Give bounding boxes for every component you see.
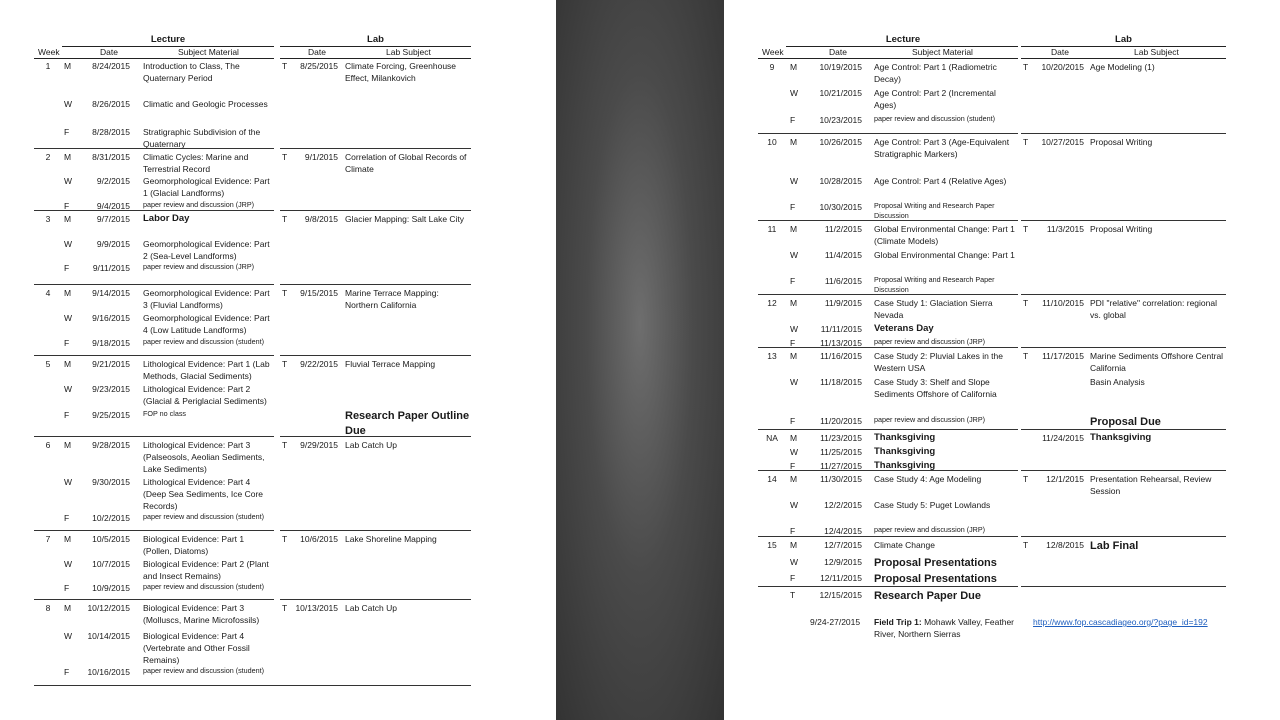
- week-separator: [34, 530, 274, 531]
- schedule-page-right: [724, 0, 1280, 720]
- day-of-week: W: [64, 384, 73, 394]
- lab-date: 9/8/2015: [304, 214, 338, 224]
- lab-day: T: [1023, 224, 1029, 234]
- lecture-subject: Geomorphological Evidence: Part 1 (Glacial Landforms): [143, 176, 270, 198]
- lecture-subject: paper review and discussion (student): [143, 337, 265, 346]
- lecture-date: 11/2/2015: [824, 224, 862, 234]
- day-of-week: F: [64, 583, 70, 593]
- lecture-subject: paper review and discussion (JRP): [874, 415, 986, 424]
- lecture-date: 11/16/2015: [820, 351, 862, 361]
- lecture-subject: Proposal Writing and Research Paper Discussion: [874, 275, 995, 294]
- lab-subject-column-header: Lab Subject: [1134, 47, 1179, 57]
- lab-subject: Correlation of Global Records of Climate: [345, 152, 467, 174]
- lab-subject: Presentation Rehearsal, Review Session: [1090, 474, 1212, 496]
- lab-week-separator: [1021, 294, 1226, 295]
- lecture-header: Lecture: [885, 34, 921, 45]
- day-of-week: F: [64, 667, 70, 677]
- lecture-subject: Case Study 4: Age Modeling: [874, 474, 982, 484]
- lecture-subject: Thanksgiving: [874, 446, 936, 457]
- day-of-week: W: [64, 477, 73, 487]
- lab-week-separator: [1021, 133, 1226, 134]
- day-of-week: M: [790, 433, 798, 443]
- table-bottom-rule: [34, 685, 471, 686]
- lecture-date: 11/13/2015: [820, 338, 862, 348]
- lab-date: 9/29/2015: [300, 440, 338, 450]
- lecture-date: 10/28/2015: [819, 176, 862, 186]
- lecture-subject: Thanksgiving: [874, 432, 936, 443]
- date-column-header: Date: [829, 47, 847, 57]
- lab-subject: Lake Shoreline Mapping: [345, 534, 437, 544]
- lecture-subject: Research Paper Due: [874, 590, 981, 602]
- lecture-header: Lecture: [150, 34, 186, 45]
- week-number: 12: [767, 298, 777, 308]
- lab-subject: Fluvial Terrace Mapping: [345, 359, 436, 369]
- week-number: 6: [45, 440, 51, 450]
- lab-subject: Basin Analysis: [1090, 377, 1145, 387]
- week-separator: [758, 470, 1018, 471]
- lecture-subject: Lithological Evidence: Part 3 (Palseosols, Aeolian Sediments, Lake Sediments): [143, 440, 265, 474]
- week-number: 2: [45, 152, 51, 162]
- lab-date: 9/1/2015: [304, 152, 338, 162]
- lecture-date: 10/21/2015: [819, 88, 862, 98]
- week-separator: [758, 294, 1018, 295]
- column-header-rule: [34, 58, 274, 59]
- day-of-week: F: [790, 202, 796, 212]
- lab-date: 10/20/2015: [1041, 62, 1084, 72]
- week-column-header: Week: [762, 47, 784, 57]
- lab-date: 10/27/2015: [1041, 137, 1084, 147]
- lecture-subject: Geomorphological Evidence: Part 2 (Sea-Level Landforms): [143, 239, 270, 261]
- lecture-subject: paper review and discussion (JRP): [143, 200, 255, 209]
- lecture-header-rule: [786, 46, 1018, 47]
- lecture-subject: Geomorphological Evidence: Part 3 (Fluvial Landforms): [143, 288, 270, 310]
- week-separator: [758, 133, 1018, 134]
- day-of-week: F: [64, 263, 70, 273]
- lecture-date: 12/11/2015: [820, 573, 862, 583]
- day-of-week: F: [64, 338, 70, 348]
- week-number: 5: [45, 359, 51, 369]
- lecture-subject: Biological Evidence: Part 3 (Molluscs, Marine Microfossils): [143, 603, 260, 625]
- lecture-date: 9/7/2015: [96, 214, 130, 224]
- day-of-week: M: [790, 224, 798, 234]
- day-of-week: M: [64, 152, 72, 162]
- lecture-subject: Lithological Evidence: Part 4 (Deep Sea Sediments, Ice Core Records): [143, 477, 264, 511]
- lab-week-separator: [1021, 586, 1226, 587]
- week-separator: [34, 148, 274, 149]
- lab-week-separator: [1021, 220, 1226, 221]
- week-number: 14: [767, 474, 777, 484]
- lecture-subject: paper review and discussion (JRP): [874, 525, 986, 534]
- lab-subject: Age Modeling (1): [1090, 62, 1155, 72]
- lab-day: T: [282, 61, 288, 71]
- lab-date: 10/6/2015: [300, 534, 338, 544]
- lecture-date: 10/30/2015: [819, 202, 862, 212]
- lab-date: 9/22/2015: [300, 359, 338, 369]
- day-of-week: F: [790, 338, 796, 348]
- lecture-date: 12/2/2015: [824, 500, 862, 510]
- subject-column-header: Subject Material: [178, 47, 239, 57]
- lecture-date: 11/27/2015: [820, 461, 862, 471]
- lab-subject: PDI "relative" correlation: regional vs. global: [1090, 298, 1217, 320]
- lecture-date: 11/30/2015: [820, 474, 862, 484]
- lab-date: 9/15/2015: [300, 288, 338, 298]
- lecture-date: 10/16/2015: [87, 667, 130, 677]
- week-number: NA: [766, 433, 778, 443]
- week-separator: [34, 436, 274, 437]
- lecture-date: 11/4/2015: [824, 250, 862, 260]
- day-of-week: F: [64, 410, 70, 420]
- lecture-date: 12/15/2015: [819, 590, 862, 600]
- lecture-subject: Thanksgiving: [874, 460, 936, 471]
- lecture-date: 9/14/2015: [92, 288, 130, 298]
- day-of-week: F: [790, 526, 796, 536]
- day-of-week: W: [790, 250, 799, 260]
- lecture-date: 9/11/2015: [92, 263, 130, 273]
- lecture-subject: paper review and discussion (JRP): [874, 337, 986, 346]
- day-of-week: W: [790, 557, 799, 567]
- lecture-date: 11/9/2015: [824, 298, 862, 308]
- lab-week-separator: [280, 599, 471, 600]
- lecture-subject: Age Control: Part 4 (Relative Ages): [874, 176, 1007, 186]
- lecture-subject: Case Study 1: Glaciation Sierra Nevada: [874, 298, 993, 320]
- lecture-date: 11/25/2015: [820, 447, 862, 457]
- day-of-week: W: [64, 176, 73, 186]
- week-separator: [34, 599, 274, 600]
- lecture-subject: Labor Day: [143, 213, 190, 224]
- day-of-week: M: [790, 351, 798, 361]
- day-of-week: F: [790, 276, 796, 286]
- lecture-subject: Global Environmental Change: Part 1: [874, 250, 1015, 260]
- week-separator: [758, 347, 1018, 348]
- page-divider: [556, 0, 724, 720]
- lecture-subject: Age Control: Part 2 (Incremental Ages): [874, 88, 996, 110]
- day-of-week: W: [790, 447, 799, 457]
- lecture-date: 11/20/2015: [820, 416, 862, 426]
- week-number: 1: [45, 61, 51, 71]
- lecture-date: 12/7/2015: [824, 540, 862, 550]
- lecture-subject: paper review and discussion (student): [874, 114, 996, 123]
- day-of-week: W: [790, 88, 799, 98]
- lab-day: T: [282, 603, 288, 613]
- lab-week-separator: [1021, 470, 1226, 471]
- day-of-week: F: [790, 461, 796, 471]
- lecture-subject: Age Control: Part 1 (Radiometric Decay): [874, 62, 997, 84]
- week-number: 3: [45, 214, 51, 224]
- lecture-date: 8/31/2015: [92, 152, 130, 162]
- lab-week-separator: [1021, 429, 1226, 430]
- week-number: 7: [45, 534, 51, 544]
- lab-subject: Glacier Mapping: Salt Lake City: [345, 214, 465, 224]
- date-column-header: Date: [100, 47, 118, 57]
- lecture-subject: Lithological Evidence: Part 2 (Glacial & Periglacial Sediments): [143, 384, 267, 406]
- lecture-subject: paper review and discussion (student): [143, 666, 265, 675]
- lab-day: T: [1023, 62, 1029, 72]
- lab-subject: Marine Sediments Offshore Central California: [1090, 351, 1224, 373]
- lecture-subject: Global Environmental Change: Part 1 (Climate Models): [874, 224, 1015, 246]
- week-separator: [758, 429, 1018, 430]
- subject-column-header: Subject Material: [912, 47, 973, 57]
- lecture-date: 10/12/2015: [87, 603, 130, 613]
- lab-week-separator: [280, 148, 471, 149]
- week-number: 15: [767, 540, 777, 550]
- lecture-date: 10/23/2015: [819, 115, 862, 125]
- lecture-date: 11/23/2015: [820, 433, 862, 443]
- lecture-date: 8/24/2015: [92, 61, 130, 71]
- lab-week-separator: [280, 284, 471, 285]
- week-separator: [34, 355, 274, 356]
- lab-subject: Thanksgiving: [1090, 432, 1152, 443]
- lab-subject: Proposal Writing: [1090, 137, 1153, 147]
- field-trip-label: Field Trip 1:: [874, 617, 922, 627]
- lecture-date: 9/25/2015: [92, 410, 130, 420]
- lab-date: 12/1/2015: [1046, 474, 1084, 484]
- lecture-subject: Geomorphological Evidence: Part 4 (Low Latitude Landforms): [143, 313, 270, 335]
- lab-subject: Marine Terrace Mapping: Northern California: [345, 288, 439, 310]
- day-of-week: F: [790, 573, 796, 583]
- day-of-week: M: [64, 534, 72, 544]
- lab-date: 11/3/2015: [1046, 224, 1084, 234]
- lab-day: T: [282, 214, 288, 224]
- lecture-date: 8/28/2015: [92, 127, 130, 137]
- lab-day: T: [1023, 540, 1029, 550]
- day-of-week: M: [790, 62, 798, 72]
- day-of-week: W: [64, 313, 73, 323]
- lecture-date: 9/30/2015: [92, 477, 130, 487]
- week-separator: [758, 220, 1018, 221]
- lab-column-header-rule: [280, 58, 471, 59]
- lecture-date: 10/9/2015: [92, 583, 130, 593]
- day-of-week: M: [790, 540, 798, 550]
- lab-day: T: [282, 440, 288, 450]
- lecture-subject: Case Study 3: Shelf and Slope Sediments Offshore of California: [874, 377, 997, 399]
- lecture-date: 9/18/2015: [92, 338, 130, 348]
- lab-day: T: [1023, 137, 1029, 147]
- lecture-subject: Veterans Day: [874, 323, 934, 334]
- lecture-date: 9/28/2015: [92, 440, 130, 450]
- lecture-subject: Biological Evidence: Part 4 (Vertebrate and Other Fossil Remains): [143, 631, 250, 665]
- lab-date-column-header: Date: [1051, 47, 1069, 57]
- lecture-subject: Lithological Evidence: Part 1 (Lab Methods, Glacial Sediments): [143, 359, 270, 381]
- week-separator: [34, 210, 274, 211]
- lecture-subject: Proposal Writing and Research Paper Discussion: [874, 201, 995, 220]
- week-number: 4: [45, 288, 51, 298]
- lab-week-separator: [280, 436, 471, 437]
- lab-day: T: [282, 152, 288, 162]
- lab-day: T: [1023, 474, 1029, 484]
- lecture-date: 9/23/2015: [92, 384, 130, 394]
- lab-subject: Lab Catch Up: [345, 440, 397, 450]
- day-of-week: W: [790, 176, 799, 186]
- lab-subject-column-header: Lab Subject: [386, 47, 431, 57]
- day-of-week: W: [790, 500, 799, 510]
- lecture-subject: paper review and discussion (JRP): [143, 262, 255, 271]
- day-of-week: M: [64, 288, 72, 298]
- lab-column-header-rule: [1021, 58, 1226, 59]
- lab-date: 11/10/2015: [1042, 298, 1084, 308]
- lecture-subject: Biological Evidence: Part 1 (Pollen, Diatoms): [143, 534, 245, 556]
- field-trip-dates: 9/24-27/2015: [810, 617, 861, 627]
- week-number: 11: [767, 224, 777, 234]
- lecture-subject: paper review and discussion (student): [143, 512, 265, 521]
- column-header-rule: [758, 58, 1018, 59]
- lecture-date: 12/4/2015: [824, 526, 862, 536]
- lecture-date: 9/21/2015: [92, 359, 130, 369]
- lecture-subject: paper review and discussion (student): [143, 582, 265, 591]
- lecture-subject: Climate Change: [874, 540, 935, 550]
- schedule-page-left: [0, 0, 556, 720]
- lecture-date: 9/16/2015: [92, 313, 130, 323]
- day-of-week: M: [790, 474, 798, 484]
- lecture-subject: Proposal Presentations: [874, 557, 997, 569]
- day-of-week: M: [64, 603, 72, 613]
- lab-date: 10/13/2015: [295, 603, 338, 613]
- lab-date: 12/8/2015: [1046, 540, 1084, 550]
- lab-subject: Climate Forcing, Greenhouse Effect, Milankovich: [345, 61, 457, 83]
- day-of-week: M: [64, 214, 72, 224]
- day-of-week: M: [64, 359, 72, 369]
- lab-week-separator: [1021, 347, 1226, 348]
- lab-day: T: [282, 288, 288, 298]
- day-of-week: W: [64, 239, 73, 249]
- day-of-week: F: [790, 115, 796, 125]
- day-of-week: W: [790, 377, 799, 387]
- lecture-subject: Introduction to Class, The Quaternary Period: [143, 61, 240, 83]
- lab-week-separator: [280, 355, 471, 356]
- lecture-date: 9/9/2015: [96, 239, 130, 249]
- lab-subject: Lab Final: [1090, 540, 1139, 552]
- lab-header: Lab: [367, 34, 384, 45]
- day-of-week: W: [64, 631, 73, 641]
- lecture-date: 9/4/2015: [96, 201, 130, 211]
- lab-subject: Proposal Due: [1090, 416, 1161, 428]
- lecture-date: 10/26/2015: [819, 137, 862, 147]
- lecture-date: 10/19/2015: [819, 62, 862, 72]
- lab-subject: Proposal Writing: [1090, 224, 1153, 234]
- lecture-date: 9/2/2015: [96, 176, 130, 186]
- week-separator: [758, 536, 1018, 537]
- lab-date: 8/25/2015: [300, 61, 338, 71]
- lecture-subject: Case Study 5: Puget Lowlands: [874, 500, 991, 510]
- day-of-week: F: [790, 416, 796, 426]
- day-of-week: M: [64, 61, 72, 71]
- lab-date: 11/24/2015: [1042, 433, 1084, 443]
- lecture-date: 10/2/2015: [92, 513, 130, 523]
- week-separator: [34, 284, 274, 285]
- lecture-date: 10/14/2015: [87, 631, 130, 641]
- lecture-date: 11/6/2015: [824, 276, 862, 286]
- field-trip-link[interactable]: http://www.fop.cascadiageo.org/?page_id=192: [1033, 617, 1208, 627]
- lecture-subject: Age Control: Part 3 (Age-Equivalent Stratigraphic Markers): [874, 137, 1010, 159]
- lab-subject: Lab Catch Up: [345, 603, 397, 613]
- lab-day: T: [1023, 351, 1029, 361]
- lab-week-separator: [280, 530, 471, 531]
- lab-date-column-header: Date: [308, 47, 326, 57]
- day-of-week: M: [64, 440, 72, 450]
- day-of-week: W: [64, 559, 73, 569]
- lab-subject: Research Paper Outline Due: [345, 410, 470, 437]
- lab-week-separator: [1021, 536, 1226, 537]
- week-separator: [758, 586, 1018, 587]
- lecture-date: 8/26/2015: [92, 99, 130, 109]
- day-of-week: W: [64, 99, 73, 109]
- day-of-week: M: [790, 298, 798, 308]
- lecture-date: 12/9/2015: [824, 557, 862, 567]
- lab-day: T: [282, 534, 288, 544]
- lecture-subject: Proposal Presentations: [874, 573, 997, 585]
- lab-header: Lab: [1115, 34, 1132, 45]
- lecture-date: 10/7/2015: [92, 559, 130, 569]
- lecture-subject: Biological Evidence: Part 2 (Plant and Insect Remains): [143, 559, 269, 581]
- lecture-subject: Case Study 2: Pluvial Lakes in the Western USA: [874, 351, 1003, 373]
- day-of-week: M: [790, 137, 798, 147]
- lecture-header-rule: [62, 46, 274, 47]
- lecture-date: 11/11/2015: [820, 324, 862, 334]
- lab-week-separator: [280, 210, 471, 211]
- day-of-week: F: [64, 127, 70, 137]
- day-of-week: F: [64, 201, 70, 211]
- week-number: 9: [769, 62, 775, 72]
- lecture-subject: Climatic and Geologic Processes: [143, 99, 268, 109]
- lecture-date: 10/5/2015: [92, 534, 130, 544]
- week-number: 10: [767, 137, 777, 147]
- lab-day: T: [1023, 298, 1029, 308]
- lab-date: 11/17/2015: [1042, 351, 1084, 361]
- lecture-subject: FOP no class: [143, 409, 187, 418]
- week-number: 13: [767, 351, 777, 361]
- lab-day: T: [282, 359, 288, 369]
- day-of-week: W: [790, 324, 799, 334]
- lecture-subject: Climatic Cycles: Marine and Terrestrial Record: [143, 152, 249, 174]
- day-of-week: F: [64, 513, 70, 523]
- day-of-week: T: [790, 590, 796, 600]
- field-trip-description: [874, 616, 1014, 640]
- week-column-header: Week: [38, 47, 60, 57]
- lecture-date: 11/18/2015: [820, 377, 862, 387]
- lecture-subject: Stratigraphic Subdivision of the Quaternary: [143, 127, 261, 149]
- field-trip-text: Mohawk Valley, Feather River, Northern Sierras: [874, 617, 1014, 639]
- week-number: 8: [45, 603, 51, 613]
